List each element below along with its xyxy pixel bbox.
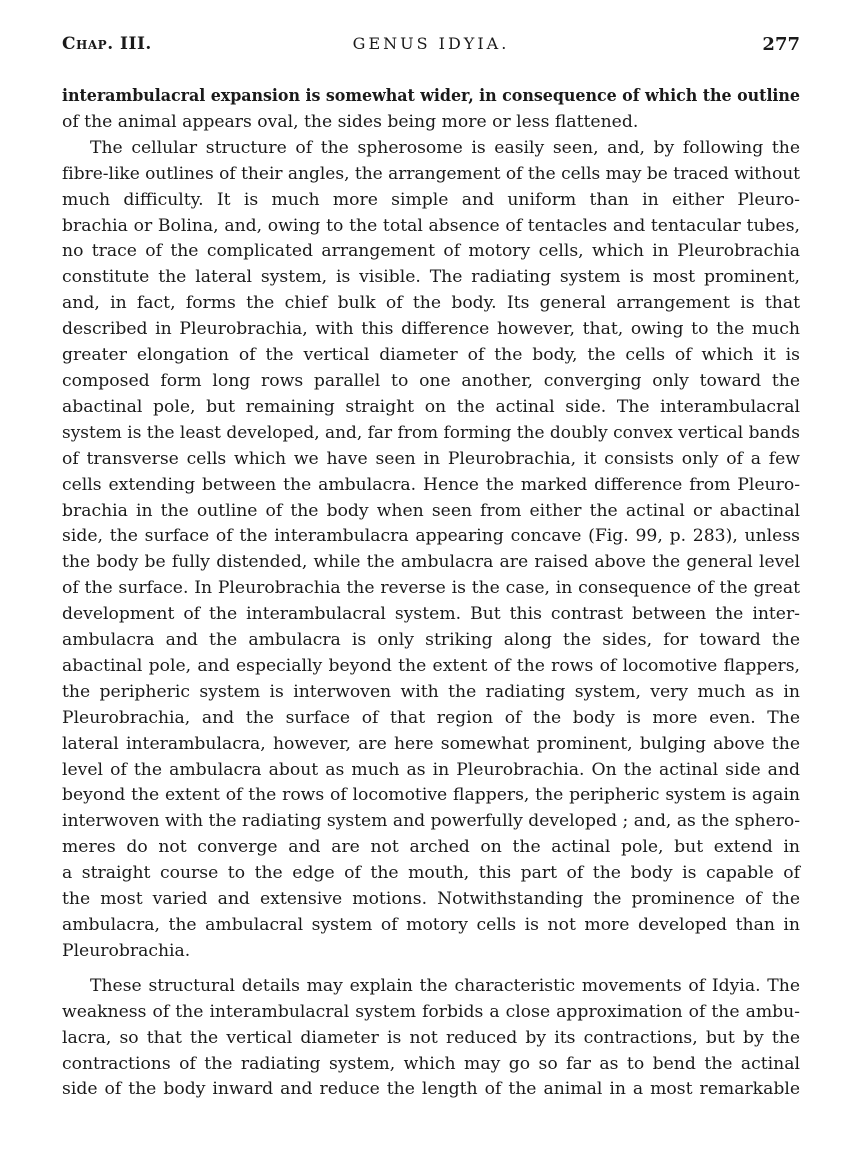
text-line: contractions of the radiating system, which may go so far as to bend the actinal xyxy=(62,1053,800,1074)
text-line: the peripheric system is interwoven with the radiating system, very much as in xyxy=(62,681,800,702)
text-line: interambulacral expansion is somewhat wider, in consequence of which the outline xyxy=(62,86,800,106)
text-line: and, in fact, forms the chief bulk of the body. Its general arrangement is that xyxy=(62,293,800,314)
text-line: the body be fully distended, while the ambulacra are raised above the general level xyxy=(62,552,800,573)
text-line: fibre-like outlines of their angles, the arrangement of the cells may be traced without xyxy=(62,163,800,184)
text-line: lateral interambulacra, however, are here somewhat prominent, bulging above the xyxy=(62,733,800,754)
text-line: a straight course to the edge of the mouth, this part of the body is capable of xyxy=(62,863,800,884)
chapter-label: Chap. III. xyxy=(62,34,152,54)
text-line: brachia in the outline of the body when seen from either the actinal or abactinal xyxy=(62,500,800,521)
text-line: lacra, so that the vertical diameter is not reduced by its contractions, but by the xyxy=(62,1027,800,1048)
paragraph-1 xyxy=(62,84,800,136)
text-line: interwoven with the radiating system and powerfully developed ; and, as the sphero- xyxy=(62,811,800,832)
text-line: composed form long rows parallel to one another, converging only toward the xyxy=(62,370,800,391)
text-line: side of the body inward and reduce the length of the animal in a most remarkable xyxy=(62,1079,800,1100)
text-line: These structural details may explain the characteristic movements of Idyia. The xyxy=(90,975,800,996)
text-line: Pleurobrachia, and the surface of that region of the body is more even. The xyxy=(62,707,800,728)
text-line: the most varied and extensive motions. Notwithstanding the prominence of the xyxy=(62,889,800,910)
text-line: greater elongation of the vertical diameter of the body, the cells of which it is xyxy=(62,345,800,366)
text-line: The cellular structure of the spherosome is easily seen, and, by following the xyxy=(90,137,800,158)
text-line: constitute the lateral system, is visible. The radiating system is most prominent, xyxy=(62,267,800,288)
paragraph-2 xyxy=(62,136,800,965)
paragraph-3 xyxy=(62,974,800,1104)
page-number: 277 xyxy=(762,34,800,55)
text-line: of the animal appears oval, the sides being more or less flattened. xyxy=(62,111,639,132)
text-line: described in Pleurobrachia, with this difference however, that, owing to the much xyxy=(62,319,800,340)
page-title: GENUS IDYIA. xyxy=(352,34,510,53)
text-line: cells extending between the ambulacra. Hence the marked difference from Pleuro- xyxy=(62,474,800,495)
text-line: weakness of the interambulacral system forbids a close approximation of the ambu- xyxy=(62,1001,800,1022)
text-line: development of the interambulacral system. But this contrast between the inter- xyxy=(62,604,800,625)
text-line: no trace of the complicated arrangement of motory cells, which in Pleurobrachia xyxy=(62,241,800,262)
text-line: side, the surface of the interambulacra appearing concave (Fig. 99, p. 283), unless xyxy=(62,526,800,547)
text-line: abactinal pole, but remaining straight on the actinal side. The interambulacral xyxy=(62,396,800,417)
text-line: abactinal pole, and especially beyond the extent of the rows of locomotive flappers, xyxy=(62,655,800,676)
text-line: much difficulty. It is much more simple and uniform than in either Pleuro- xyxy=(62,189,800,210)
text-line: system is the least developed, and, far from forming the doubly convex vertical bands xyxy=(62,422,800,443)
text-line: level of the ambulacra about as much as in Pleurobrachia. On the actinal side and xyxy=(62,759,800,780)
text-line: of the surface. In Pleurobrachia the reverse is the case, in consequence of the great xyxy=(62,578,800,599)
text-line: brachia or Bolina, and, owing to the total absence of tentacles and tentacular tubes, xyxy=(62,215,800,236)
text-line: ambulacra and the ambulacra is only striking along the sides, for toward the xyxy=(62,630,800,651)
text-line: ambulacra, the ambulacral system of motory cells is not more developed than in xyxy=(62,915,800,935)
page xyxy=(62,34,800,1103)
body-text xyxy=(62,84,800,1103)
text-line: meres do not converge and are not arched on the actinal pole, but extend in xyxy=(62,837,800,858)
running-head xyxy=(62,34,800,62)
text-line: of transverse cells which we have seen in Pleurobrachia, it consists only of a few xyxy=(62,448,800,469)
text-line: beyond the extent of the rows of locomotive flappers, the peripheric system is again xyxy=(62,785,800,806)
text-line: Pleurobrachia. xyxy=(62,940,191,961)
